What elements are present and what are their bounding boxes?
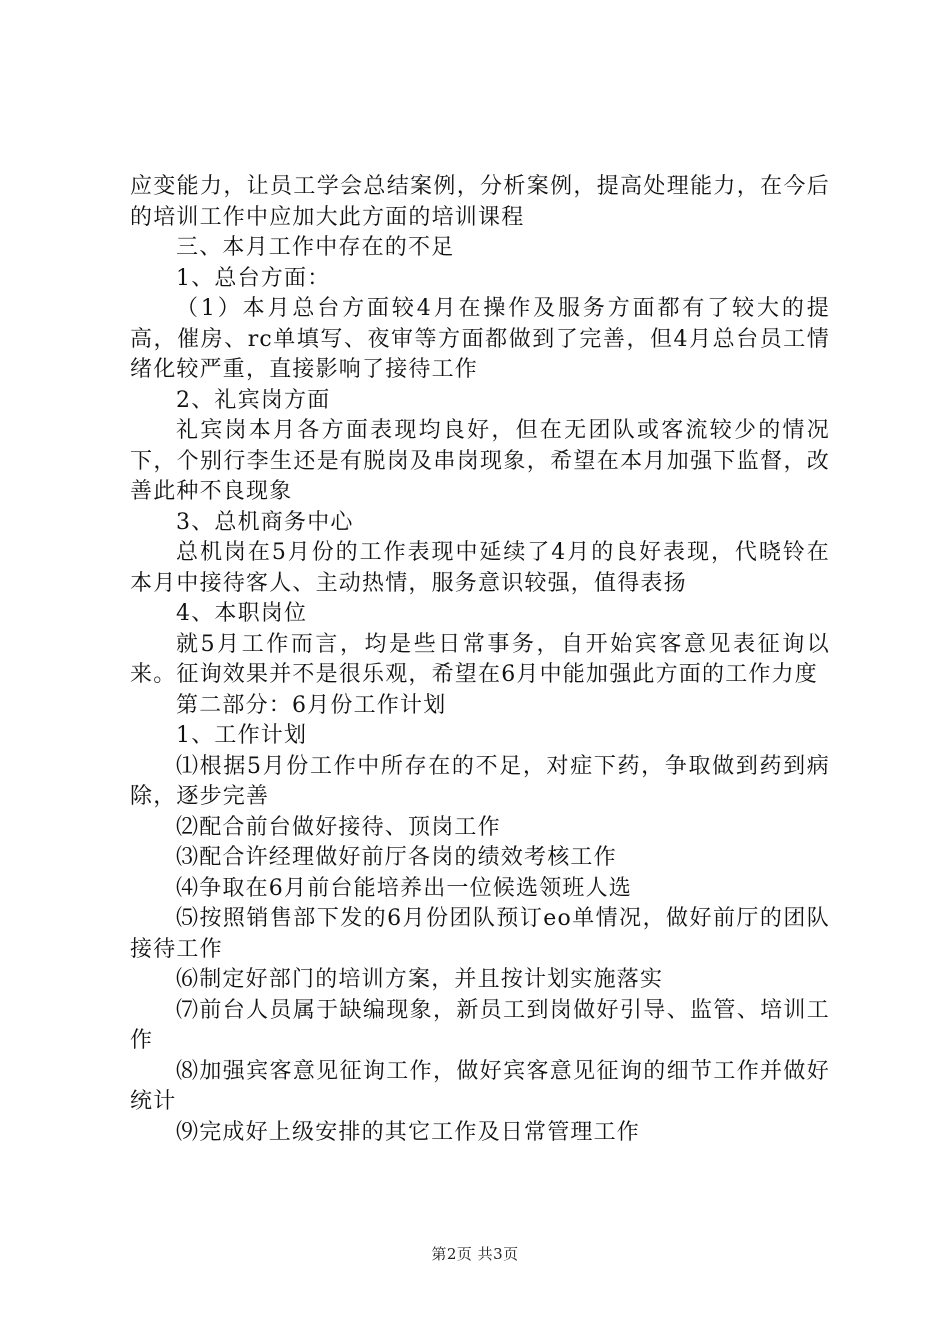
subsection-heading: 4、本职岗位 (176, 601, 308, 626)
plan-item: ⑴根据5月份工作中所存在的不足，对症下药，争取做到药到病除，逐步完善 (130, 753, 830, 809)
plan-item: ⑸按照销售部下发的6月份团队预订eo单情况，做好前厅的团队接待工作 (130, 906, 830, 962)
section-heading: 三、本月工作中存在的不足 (176, 235, 455, 260)
document-body (130, 172, 830, 1148)
plan-item: ⑺前台人员属于缺编现象，新员工到岗做好引导、监管、培训工作 (130, 997, 830, 1053)
plan-item: ⑷争取在6月前台能培养出一位候选领班人选 (176, 875, 632, 901)
subsection-heading: 1、工作计划 (176, 723, 308, 748)
subsection-heading: 1、总台方面： (176, 265, 331, 291)
paragraph: 总机岗在5月份的工作表现中延续了4月的良好表现，代晓铃在本月中接待客人、主动热情，服务意识较强，值得表扬 (130, 540, 830, 596)
plan-item: ⑻加强宾客意见征询工作，做好宾客意见征询的细节工作并做好统计 (130, 1058, 830, 1114)
subsection-heading: 2、礼宾岗方面 (176, 387, 331, 413)
paragraph: 应变能力，让员工学会总结案例，分析案例，提高处理能力，在今后的培训工作中应加大此方面的培训课程 (130, 174, 830, 230)
plan-item: ⑶配合许经理做好前厅各岗的绩效考核工作 (176, 845, 617, 870)
paragraph: 就5月工作而言，均是些日常事务，自开始宾客意见表征询以来。征询效果并不是很乐观，希望在6月中能加强此方面的工作力度 (130, 631, 830, 687)
page-number-footer: 第2页 共3页 (431, 1245, 519, 1263)
plan-item: ⑹制定好部门的培训方案，并且按计划实施落实 (176, 967, 664, 992)
plan-item: ⑼完成好上级安排的其它工作及日常管理工作 (176, 1119, 641, 1145)
section-heading: 第二部分：6月份工作计划 (176, 692, 447, 718)
paragraph: 礼宾岗本月各方面表现均良好，但在无团队或客流较少的情况下，个别行李生还是有脱岗及串岗现象，希望在本月加强下监督，改善此种不良现象 (130, 418, 830, 504)
paragraph: （1）本月总台方面较4月在操作及服务方面都有了较大的提高，催房、rc单填写、夜审等方面都做到了完善，但4月总台员工情绪化较严重，直接影响了接待工作 (130, 296, 830, 382)
subsection-heading: 3、总机商务中心 (176, 509, 354, 535)
plan-item: ⑵配合前台做好接待、顶岗工作 (176, 814, 501, 840)
